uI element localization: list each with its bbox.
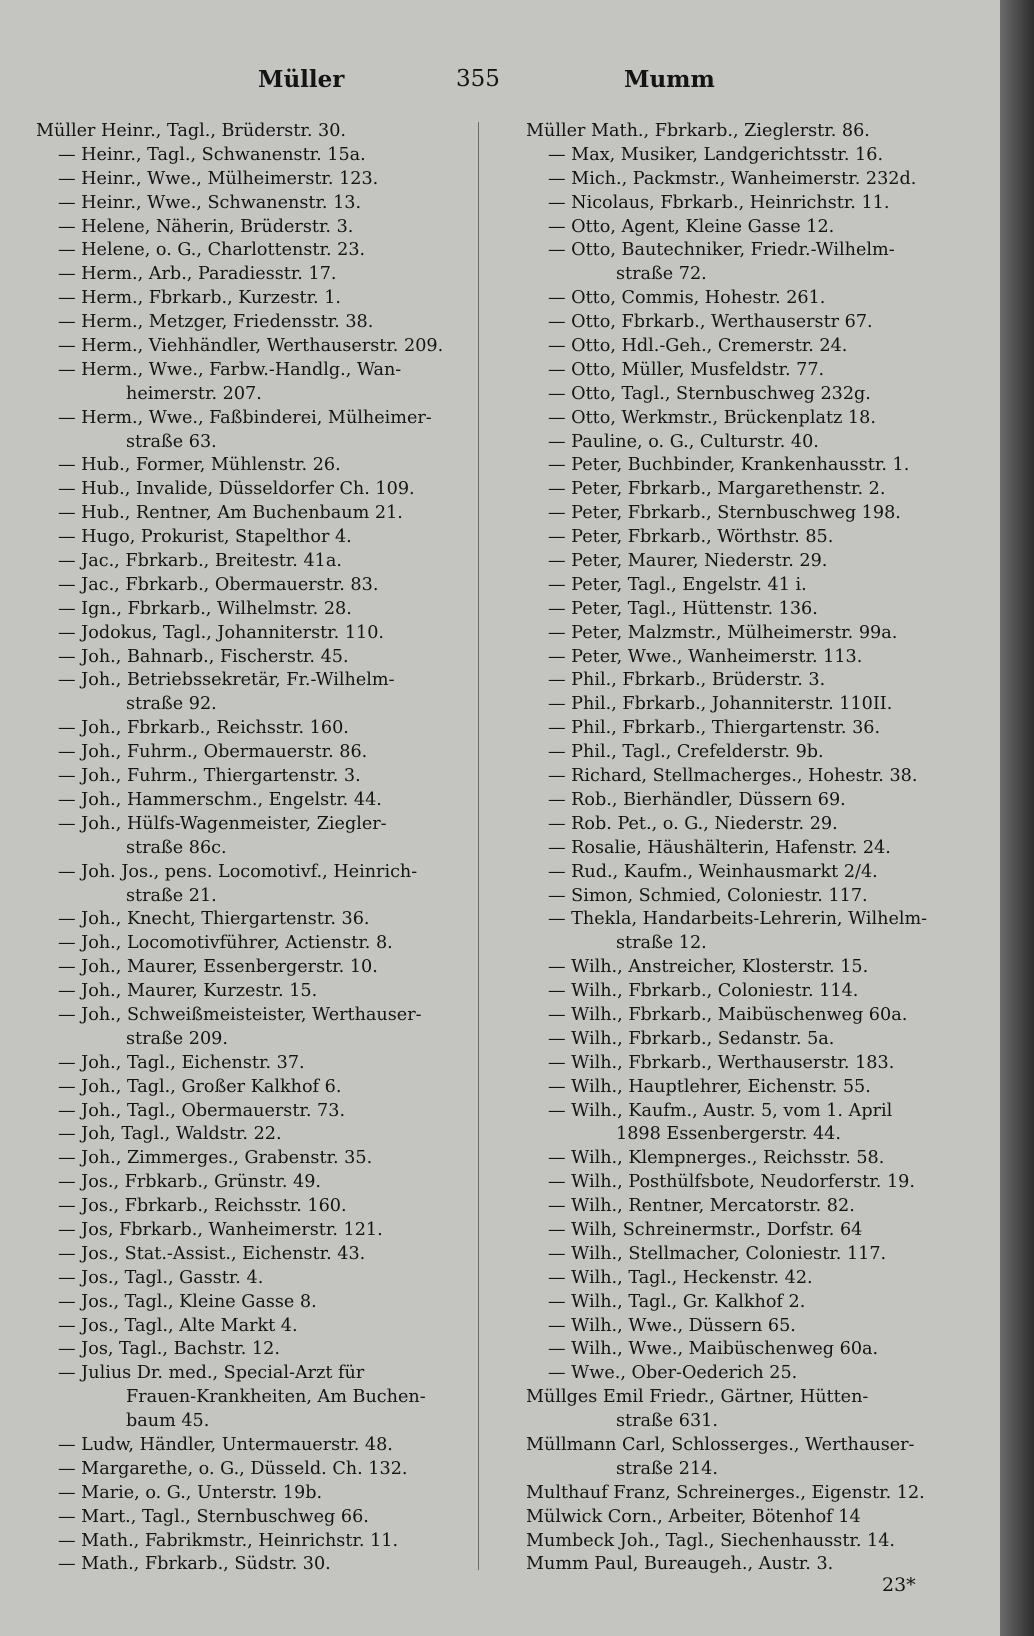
page-edge-shadow [1000, 0, 1034, 1636]
directory-entry-line: — Wilh., Tagl., Gr. Kalkhof 2. [548, 1291, 806, 1312]
header-left-keyword: Müller [258, 66, 345, 93]
directory-entry-line: — Wilh., Klempnerges., Reichsstr. 58. [548, 1148, 885, 1169]
directory-entry-line: — Jos., Tagl., Kleine Gasse 8. [58, 1291, 317, 1312]
directory-entry-line: — Wilh., Fbrkarb., Maibüschenweg 60a. [548, 1004, 908, 1025]
directory-entry-line: — Phil., Fbrkarb., Brüderstr. 3. [548, 670, 826, 691]
directory-entry-line: — Wwe., Ober-Oederich 25. [548, 1363, 798, 1384]
directory-entry-line: — Herm., Wwe., Farbw.-Handlg., Wan- [58, 359, 402, 380]
directory-entry-line: — Joh., Zimmerges., Grabenstr. 35. [58, 1148, 373, 1169]
directory-entry-line: — Peter, Malzmstr., Mülheimerstr. 99a. [548, 622, 898, 643]
directory-entry-line: Müllmann Carl, Schlosserges., Werthauser- [526, 1434, 915, 1455]
directory-entry-line: Frauen-Krankheiten, Am Buchen- [126, 1387, 426, 1408]
running-header [0, 66, 1000, 102]
directory-entry-line: — Wilh, Schreinermstr., Dorfstr. 64 [548, 1219, 863, 1240]
directory-entry-line: — Otto, Müller, Musfeldstr. 77. [548, 359, 825, 380]
directory-entry-line: — Wilh., Stellmacher, Coloniestr. 117. [548, 1243, 887, 1264]
directory-entry-line: — Otto, Hdl.-Geh., Cremerstr. 24. [548, 336, 848, 357]
directory-entry-line: straße 86c. [126, 837, 227, 858]
directory-entry-line: — Wilh., Wwe., Maibüschenweg 60a. [548, 1339, 879, 1360]
directory-entry-line: straße 63. [126, 431, 217, 452]
column-divider [478, 122, 479, 1570]
directory-entry-line: — Joh., Knecht, Thiergartenstr. 36. [58, 909, 370, 930]
directory-entry-line: — Joh., Tagl., Obermauerstr. 73. [58, 1100, 346, 1121]
directory-entry-line: — Rosalie, Häushälterin, Hafenstr. 24. [548, 837, 891, 858]
directory-entry-line: — Rud., Kaufm., Weinhausmarkt 2/4. [548, 861, 878, 882]
directory-entry-line: straße 12. [616, 933, 707, 954]
directory-entry-line: — Joh., Fuhrm., Obermauerstr. 86. [58, 742, 368, 763]
directory-entry-line: — Math., Fabrikmstr., Heinrichstr. 11. [58, 1530, 399, 1551]
directory-entry-line: baum 45. [126, 1411, 210, 1432]
directory-entry-line: — Joh., Fbrkarb., Reichsstr. 160. [58, 718, 349, 739]
directory-entry-line: — Otto, Tagl., Sternbuschweg 232g. [548, 383, 871, 404]
directory-entry-line: Müller Heinr., Tagl., Brüderstr. 30. [36, 121, 347, 141]
directory-entry-line: — Wilh., Fbrkarb., Werthauserstr. 183. [548, 1052, 895, 1073]
directory-entry-line: — Hub., Former, Mühlenstr. 26. [58, 455, 341, 476]
directory-entry-line: — Otto, Fbrkarb., Werthauserstr 67. [548, 312, 873, 333]
directory-entry-line: Mumbeck Joh., Tagl., Siechenhausstr. 14. [526, 1530, 896, 1551]
directory-entry-line: — Joh., Hülfs-Wagenmeister, Ziegler- [58, 813, 387, 834]
directory-entry-line: — Joh., Fuhrm., Thiergartenstr. 3. [58, 766, 361, 787]
directory-entry-line: — Peter, Fbrkarb., Sternbuschweg 198. [548, 503, 901, 524]
directory-entry-line: — Wilh., Wwe., Düssern 65. [548, 1315, 796, 1336]
directory-entry-line: — Joh., Schweißmeisteister, Werthauser- [58, 1004, 422, 1025]
directory-entry-line: — Phil., Fbrkarb., Johanniterstr. 110II. [548, 694, 893, 715]
directory-entry-line: — Helene, Näherin, Brüderstr. 3. [58, 216, 354, 237]
directory-entry-line: — Phil., Tagl., Crefelderstr. 9b. [548, 742, 824, 763]
directory-entry-line: straße 21. [126, 885, 217, 906]
directory-entry-line: — Peter, Maurer, Niederstr. 29. [548, 551, 828, 572]
directory-entry-line: — Peter, Tagl., Hüttenstr. 136. [548, 598, 818, 619]
directory-entry-line: — Marie, o. G., Unterstr. 19b. [58, 1482, 323, 1503]
directory-entry-line: Müllges Emil Friedr., Gärtner, Hütten- [526, 1387, 869, 1408]
directory-entry-line: — Joh., Betriebssekretär, Fr.-Wilhelm- [58, 670, 395, 691]
directory-entry-line: — Herm., Viehhändler, Werthauserstr. 209. [58, 336, 444, 357]
left-column [36, 120, 474, 1577]
directory-entry-line: — Otto, Agent, Kleine Gasse 12. [548, 216, 835, 237]
directory-entry-line: — Hub., Rentner, Am Buchenbaum 21. [58, 503, 403, 524]
directory-entry-line: — Wilh., Posthülfsbote, Neudorferstr. 19. [548, 1172, 915, 1193]
directory-entry-line: — Joh., Tagl., Eichenstr. 37. [58, 1052, 305, 1073]
directory-entry-line: — Joh, Tagl., Waldstr. 22. [58, 1124, 282, 1145]
directory-entry-line: — Helene, o. G., Charlottenstr. 23. [58, 240, 366, 261]
directory-entry-line: — Joh., Locomotivführer, Actienstr. 8. [58, 933, 393, 954]
directory-entry-line: straße 92. [126, 694, 217, 715]
directory-entry-line: — Jos., Stat.-Assist., Eichenstr. 43. [58, 1243, 366, 1264]
directory-entry-line: — Rob., Bierhändler, Düssern 69. [548, 789, 846, 810]
directory-entry-line: Mülwick Corn., Arbeiter, Bötenhof 14 [526, 1506, 861, 1527]
directory-entry-line: heimerstr. 207. [126, 383, 262, 404]
directory-entry-line: — Wilh., Fbrkarb., Sedanstr. 5a. [548, 1028, 835, 1049]
directory-entry-line: — Otto, Bautechniker, Friedr.-Wilhelm- [548, 240, 895, 261]
directory-entry-line: — Herm., Wwe., Faßbinderei, Mülheimer- [58, 407, 432, 428]
directory-entry-line: — Phil., Fbrkarb., Thiergartenstr. 36. [548, 718, 881, 739]
directory-entry-line: — Joh., Tagl., Großer Kalkhof 6. [58, 1076, 342, 1097]
directory-entry-line: — Wilh., Hauptlehrer, Eichenstr. 55. [548, 1076, 871, 1097]
directory-entry-line: — Jos, Fbrkarb., Wanheimerstr. 121. [58, 1219, 383, 1240]
directory-entry-line: — Nicolaus, Fbrkarb., Heinrichstr. 11. [548, 192, 890, 213]
directory-entry-line: — Hugo, Prokurist, Stapelthor 4. [58, 527, 352, 548]
directory-entry-line: — Joh. Jos., pens. Locomotivf., Heinrich- [58, 861, 418, 882]
directory-entry-line: — Peter, Fbrkarb., Margarethenstr. 2. [548, 479, 886, 500]
directory-entry-line: — Jodokus, Tagl., Johanniterstr. 110. [58, 622, 384, 643]
right-column [526, 120, 954, 1577]
directory-entry-line: — Peter, Wwe., Wanheimerstr. 113. [548, 646, 863, 667]
directory-entry-line: — Mich., Packmstr., Wanheimerstr. 232d. [548, 168, 917, 189]
page-number: 355 [456, 66, 500, 92]
directory-entry-line: — Jac., Fbrkarb., Obermauerstr. 83. [58, 574, 379, 595]
directory-entry-line: — Peter, Tagl., Engelstr. 41 i. [548, 574, 807, 595]
directory-entry-line: — Wilh., Fbrkarb., Coloniestr. 114. [548, 981, 859, 1002]
directory-entry-line: — Max, Musiker, Landgerichtsstr. 16. [548, 144, 884, 165]
directory-entry-line: straße 209. [126, 1028, 228, 1049]
directory-entry-line: — Richard, Stellmacherges., Hohestr. 38. [548, 766, 918, 787]
directory-entry-line: — Thekla, Handarbeits-Lehrerin, Wilhelm- [548, 909, 928, 930]
directory-entry-line: — Otto, Commis, Hohestr. 261. [548, 288, 826, 309]
directory-entry-line: — Hub., Invalide, Düsseldorfer Ch. 109. [58, 479, 415, 500]
directory-entry-line: — Rob. Pet., o. G., Niederstr. 29. [548, 813, 838, 834]
directory-entry-line: — Wilh., Kaufm., Austr. 5, vom 1. April [548, 1100, 893, 1121]
directory-entry-line: — Wilh., Anstreicher, Klosterstr. 15. [548, 957, 869, 978]
directory-entry-line: — Julius Dr. med., Special-Arzt für [58, 1363, 365, 1384]
directory-entry-line: — Heinr., Wwe., Mülheimerstr. 123. [58, 168, 379, 189]
directory-entry-line: straße 72. [616, 264, 707, 285]
directory-entry-line: Multhauf Franz, Schreinerges., Eigenstr. 12. [526, 1482, 925, 1503]
directory-entry-line: — Jos., Tagl., Gasstr. 4. [58, 1267, 264, 1288]
directory-entry-line: — Jos., Fbrkarb., Reichsstr. 160. [58, 1196, 347, 1217]
header-right-keyword: Mumm [624, 66, 715, 93]
directory-entry-line: — Heinr., Wwe., Schwanenstr. 13. [58, 192, 362, 213]
directory-entry-line: 1898 Essenbergerstr. 44. [616, 1124, 841, 1145]
directory-entry-line: — Wilh., Tagl., Heckenstr. 42. [548, 1267, 813, 1288]
directory-entry-line: — Peter, Fbrkarb., Wörthstr. 85. [548, 527, 834, 548]
directory-entry-line: — Joh., Maurer, Kurzestr. 15. [58, 981, 318, 1002]
directory-entry-line: — Herm., Fbrkarb., Kurzestr. 1. [58, 288, 342, 309]
directory-entry-line: — Ign., Fbrkarb., Wilhelmstr. 28. [58, 598, 352, 619]
directory-entry-line: Müller Math., Fbrkarb., Zieglerstr. 86. [526, 121, 870, 141]
signature-mark: 23* [882, 1574, 916, 1596]
directory-entry-line: — Ludw, Händler, Untermauerstr. 48. [58, 1434, 393, 1455]
directory-entry-line: — Peter, Buchbinder, Krankenhausstr. 1. [548, 455, 910, 476]
directory-entry-line: — Mart., Tagl., Sternbuschweg 66. [58, 1506, 369, 1527]
directory-entry-line: — Simon, Schmied, Coloniestr. 117. [548, 885, 868, 906]
directory-entry-line: — Pauline, o. G., Culturstr. 40. [548, 431, 819, 452]
directory-entry-line: — Jac., Fbrkarb., Breitestr. 41a. [58, 551, 342, 572]
directory-entry-line: — Otto, Werkmstr., Brückenplatz 18. [548, 407, 876, 428]
directory-entry-line: — Heinr., Tagl., Schwanenstr. 15a. [58, 144, 366, 165]
directory-entry-line: — Jos., Tagl., Alte Markt 4. [58, 1315, 298, 1336]
directory-entry-line: Mumm Paul, Bureaugeh., Austr. 3. [526, 1554, 834, 1575]
directory-entry-line: — Joh., Maurer, Essenbergerstr. 10. [58, 957, 378, 978]
directory-entry-line: — Wilh., Rentner, Mercatorstr. 82. [548, 1196, 855, 1217]
directory-entry-line: — Herm., Metzger, Friedensstr. 38. [58, 312, 374, 333]
directory-entry-line: — Joh., Hammerschm., Engelstr. 44. [58, 789, 382, 810]
directory-entry-line: — Jos., Frbkarb., Grünstr. 49. [58, 1172, 321, 1193]
directory-entry-line: straße 631. [616, 1411, 718, 1432]
directory-entry-line: — Herm., Arb., Paradiesstr. 17. [58, 264, 337, 285]
directory-entry-line: — Joh., Bahnarb., Fischerstr. 45. [58, 646, 349, 667]
directory-entry-line: — Math., Fbrkarb., Südstr. 30. [58, 1554, 331, 1575]
directory-entry-line: straße 214. [616, 1458, 718, 1479]
directory-entry-line: — Margarethe, o. G., Düsseld. Ch. 132. [58, 1458, 408, 1479]
directory-entry-line: — Jos, Tagl., Bachstr. 12. [58, 1339, 280, 1360]
